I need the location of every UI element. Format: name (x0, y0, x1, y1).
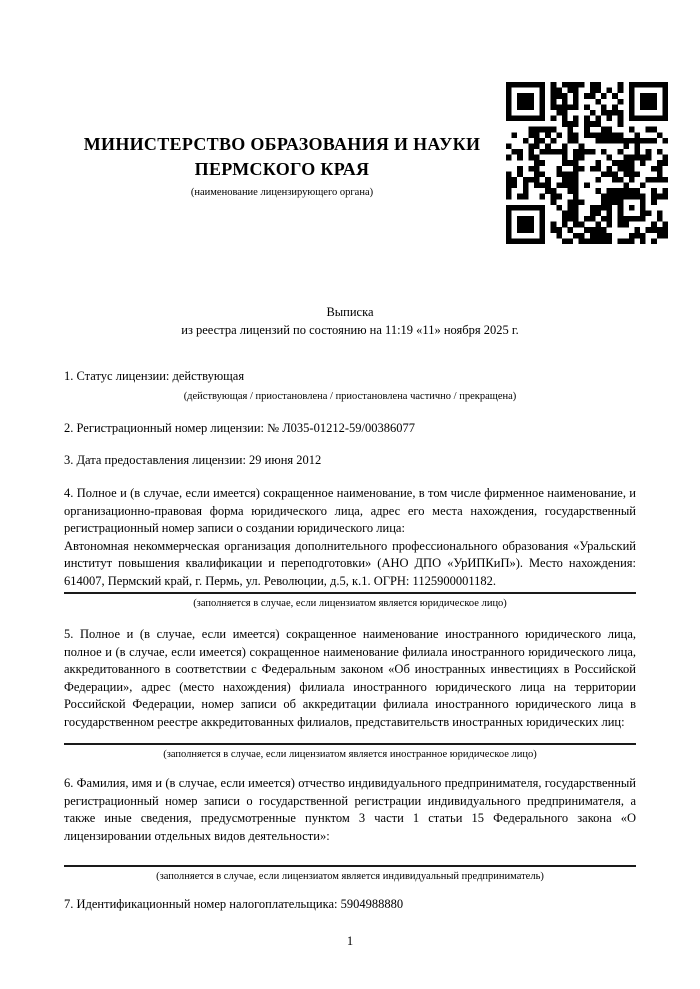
legal-entity-divider (64, 592, 636, 594)
entrepreneur-section (64, 775, 636, 883)
license-reg-number: 2. Регистрационный номер лицензии: № Л035-01212-59/00386077 (64, 421, 415, 435)
extract-title: Выписка (326, 305, 374, 319)
extract-date-line: из реестра лицензий по состоянию на 11:19 «11» ноября 2025 г. (181, 323, 519, 337)
entrepreneur-divider (64, 865, 636, 867)
status-options-note: (действующая / приостановлена / приостановлена частично / прекращена) (183, 391, 517, 402)
foreign-entity-divider (64, 743, 636, 745)
foreign-entity-section (64, 626, 636, 761)
extract-title-block (64, 303, 636, 339)
legal-entity-label: 4. Полное и (в случае, если имеется) сокращенное наименование, в том числе фирменное наименование, и организационно-правовая форма юридического лица, адрес его места нахождения, государственный регистрационный номер записи о создании юридического лица: (64, 486, 636, 535)
legal-entity-note: (заполняется в случае, если лицензиатом является юридическое лицо) (193, 598, 507, 609)
license-grant-date: 3. Дата предоставления лицензии: 29 июня 2012 (64, 453, 322, 467)
foreign-entity-note: (заполняется в случае, если лицензиатом является иностранное юридическое лицо) (163, 749, 537, 760)
ministry-header (64, 132, 500, 199)
ministry-name (64, 132, 500, 182)
ministry-name-line2: ПЕРМСКОГО КРАЯ (194, 159, 370, 179)
taxpayer-inn: 7. Идентификационный номер налогоплательщика: 5904988880 (64, 897, 404, 911)
document-body (64, 368, 636, 949)
entrepreneur-note: (заполняется в случае, если лицензиатом является индивидуальный предприниматель) (156, 871, 544, 882)
ministry-name-line1: МИНИСТЕРСТВО ОБРАЗОВАНИЯ И НАУКИ (83, 134, 481, 154)
legal-entity-section (64, 485, 636, 610)
qr-code-icon (506, 82, 668, 244)
foreign-entity-label: 5. Полное и (в случае, если имеется) сокращенное наименование иностранного юридического лица, полное и (в случае, если имеется) сокращенное наименование филиала иностранного юридического лица, аккредитованного в соответствии с Федеральным законом «Об иностранных инвестициях в Российской Федерации», адрес (место нахождения) филиала иностранного юридического лица на территории Российской Федерации, номер записи об аккредитации филиала иностранного юридического лица в государственном реестре аккредитованных филиалов, представительств иностранных юридических лиц: (64, 627, 636, 729)
page-number: 1 (346, 934, 354, 948)
legal-entity-value: Автономная некоммерческая организация дополнительного профессионального образования «Уральский институт повышения квалификации и переподготовки» (АНО ДПО «УрИПКиП»). Место нахождения: 614007, Пермский край, г. Пермь, ул. Революции, д.5, к.1. ОГРН: 1125900001182. (64, 538, 636, 588)
license-status: 1. Статус лицензии: действующая (64, 369, 245, 383)
licensing-authority-note: (наименование лицензирующего органа) (190, 187, 374, 198)
entrepreneur-label: 6. Фамилия, имя и (в случае, если имеется) отчество индивидуального предпринимателя, государственный регистрационный номер записи о государственной регистрации индивидуального предпринимателя, а также иные сведения, предусмотренные пунктом 3 части 1 статьи 15 Федерального закона «О лицензировании отдельных видов деятельности»: (64, 776, 636, 843)
